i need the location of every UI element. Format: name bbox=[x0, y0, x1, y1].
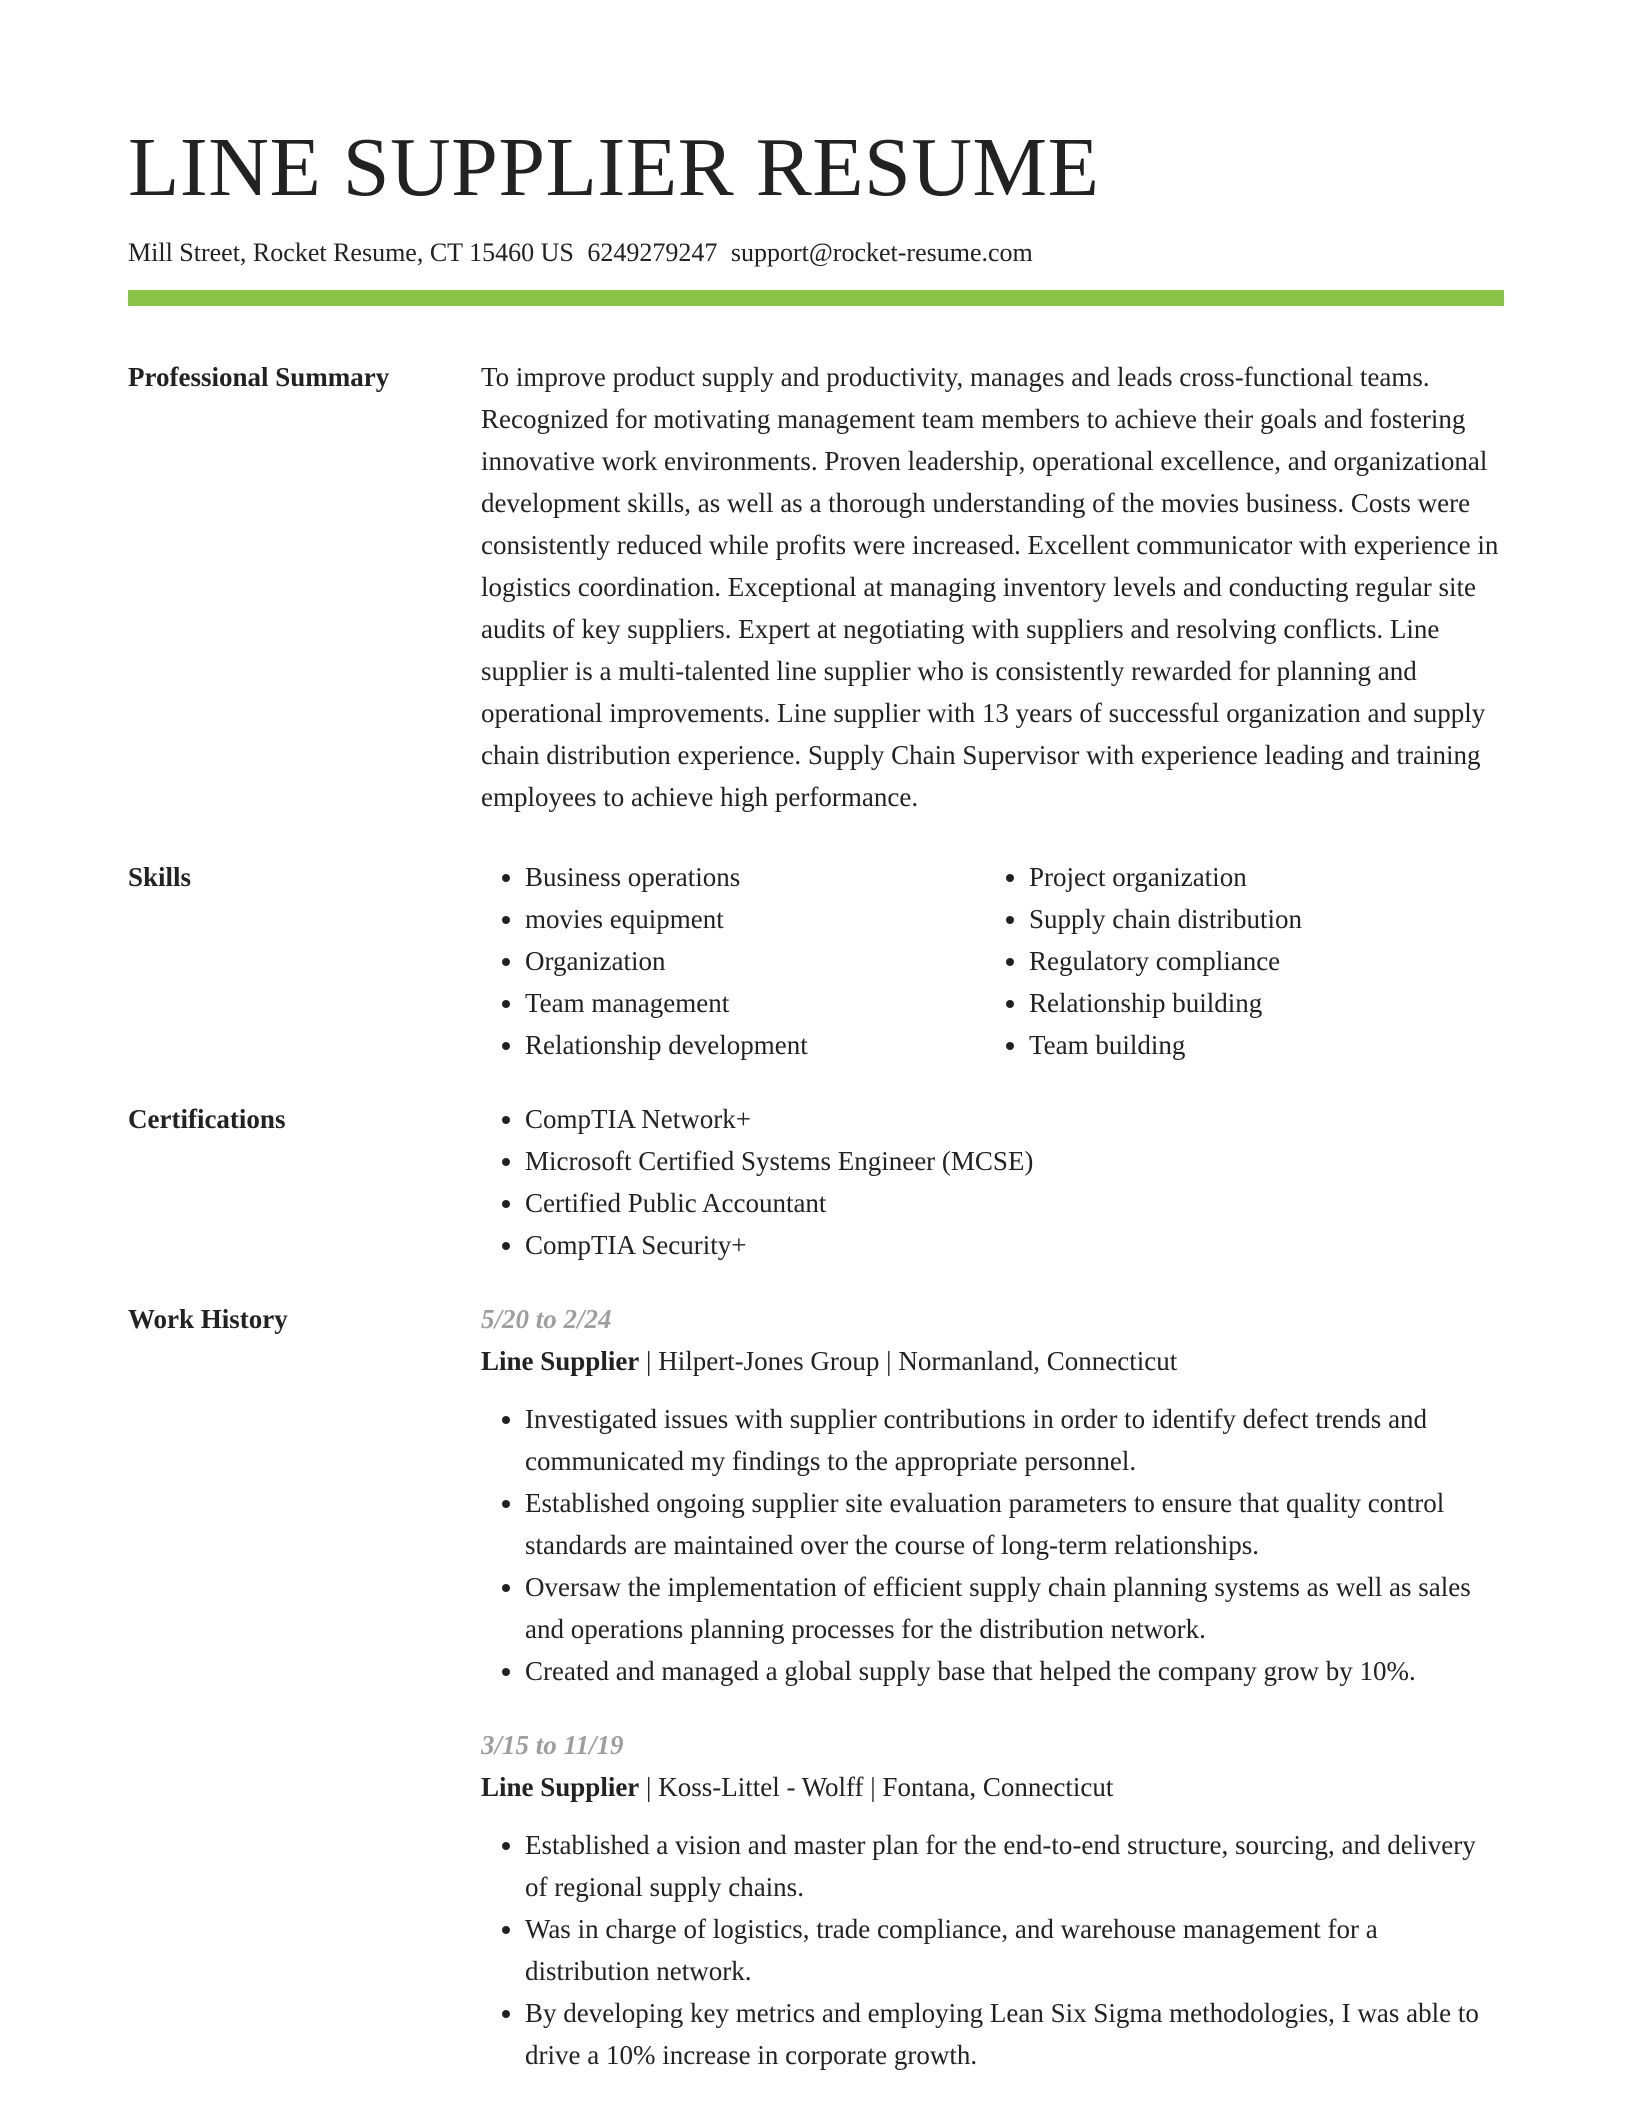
job-heading bbox=[481, 1766, 1504, 1808]
resume-title: LINE SUPPLIER RESUME bbox=[128, 121, 1100, 214]
job-entry bbox=[481, 1724, 1504, 2076]
skill-item: • Relationship building bbox=[1029, 982, 1504, 1024]
separator: | bbox=[886, 1346, 899, 1376]
job-company: Hilpert-Jones Group bbox=[658, 1346, 880, 1376]
separator: | bbox=[646, 1346, 659, 1376]
address: Mill Street, Rocket Resume, CT 15460 US bbox=[128, 238, 574, 267]
skill-item: • Team building bbox=[1029, 1024, 1504, 1066]
certifications-label: Certifications bbox=[128, 1104, 286, 1134]
summary-text: To improve product supply and productivity, manages and leads cross-functional teams. Recognized for motivating management team members to achieve their goals and fostering innovative work environments. Proven leadership, operational excellence, and organizational development skills, as well as a thorough understanding of the movies business. Costs were consistently reduced while profits were increased. Excellent communicator with experience in logistics coordination. Exceptional at managing inventory levels and conducting regular site audits of key suppliers. Expert at negotiating with suppliers and resolving conflicts. Line supplier is a multi-talented line supplier who is consistently rewarded for planning and operational improvements. Line supplier with 13 years of successful organization and supply chain distribution experience. Supply Chain Supervisor with experience leading and training employees to achieve high performance. bbox=[481, 362, 1499, 812]
job-dates: 3/15 to 11/19 bbox=[481, 1730, 624, 1760]
skills-label: Skills bbox=[128, 862, 192, 892]
job-title: Line Supplier bbox=[481, 1772, 640, 1802]
job-dates: 5/20 to 2/24 bbox=[481, 1304, 612, 1334]
summary-label: Professional Summary bbox=[128, 362, 390, 392]
job-bullet: • By developing key metrics and employing Lean Six Sigma methodologies, I was able to drive a 10% increase in corporate growth. bbox=[525, 1992, 1504, 2076]
work-history-label: Work History bbox=[128, 1304, 288, 1334]
certification-item: • Microsoft Certified Systems Engineer (MCSE) bbox=[525, 1140, 1504, 1182]
certification-item: • Certified Public Accountant bbox=[525, 1182, 1504, 1224]
summary-section bbox=[128, 306, 1504, 818]
job-bullet: • Established ongoing supplier site evaluation parameters to ensure that quality control standards are maintained over the course of long-term relationships. bbox=[525, 1482, 1504, 1566]
skill-item: • Relationship development bbox=[525, 1024, 985, 1066]
job-title: Line Supplier bbox=[481, 1346, 640, 1376]
phone: 6249279247 bbox=[587, 238, 718, 267]
summary-body bbox=[481, 356, 1504, 818]
skills-body bbox=[481, 856, 1504, 1066]
certification-item: • CompTIA Security+ bbox=[525, 1224, 1504, 1266]
header-accent-rule bbox=[128, 290, 1504, 306]
job-bullet: • Investigated issues with supplier contributions in order to identify defect trends and communicated my findings to the appropriate personnel. bbox=[525, 1398, 1504, 1482]
job-bullet: • Was in charge of logistics, trade compliance, and warehouse management for a distribution network. bbox=[525, 1908, 1504, 1992]
work-history-body bbox=[481, 1298, 1504, 2076]
certifications-body bbox=[481, 1098, 1504, 1266]
certifications-section bbox=[128, 1098, 1504, 1266]
contact-line bbox=[128, 236, 1504, 270]
skills-section bbox=[128, 856, 1504, 1066]
skill-item: • Team management bbox=[525, 982, 985, 1024]
job-bullet: • Established a vision and master plan for the end-to-end structure, sourcing, and delivery of regional supply chains. bbox=[525, 1824, 1504, 1908]
skills-list-right bbox=[985, 856, 1504, 1066]
job-company: Koss-Littel - Wolff bbox=[658, 1772, 864, 1802]
work-history-section bbox=[128, 1298, 1504, 2076]
job-bullet: • Oversaw the implementation of efficient supply chain planning systems as well as sales and operations planning processes for the distribution network. bbox=[525, 1566, 1504, 1650]
job-entry bbox=[481, 1298, 1504, 1692]
certification-item: • CompTIA Network+ bbox=[525, 1098, 1504, 1140]
skill-item: • Regulatory compliance bbox=[1029, 940, 1504, 982]
job-bullets bbox=[481, 1398, 1504, 1692]
job-bullets bbox=[481, 1824, 1504, 2076]
email: support@rocket-resume.com bbox=[730, 238, 1033, 267]
job-location: Normanland, Connecticut bbox=[898, 1346, 1178, 1376]
job-location: Fontana, Connecticut bbox=[882, 1772, 1114, 1802]
certifications-list bbox=[481, 1098, 1504, 1266]
skill-item: • Supply chain distribution bbox=[1029, 898, 1504, 940]
separator: | bbox=[646, 1772, 659, 1802]
skill-item: • movies equipment bbox=[525, 898, 985, 940]
skills-list-left bbox=[481, 856, 985, 1066]
skill-item: • Business operations bbox=[525, 856, 985, 898]
separator: | bbox=[870, 1772, 883, 1802]
job-bullet: • Created and managed a global supply base that helped the company grow by 10%. bbox=[525, 1650, 1504, 1692]
skill-item: • Project organization bbox=[1029, 856, 1504, 898]
skill-item: • Organization bbox=[525, 940, 985, 982]
job-heading bbox=[481, 1340, 1504, 1382]
